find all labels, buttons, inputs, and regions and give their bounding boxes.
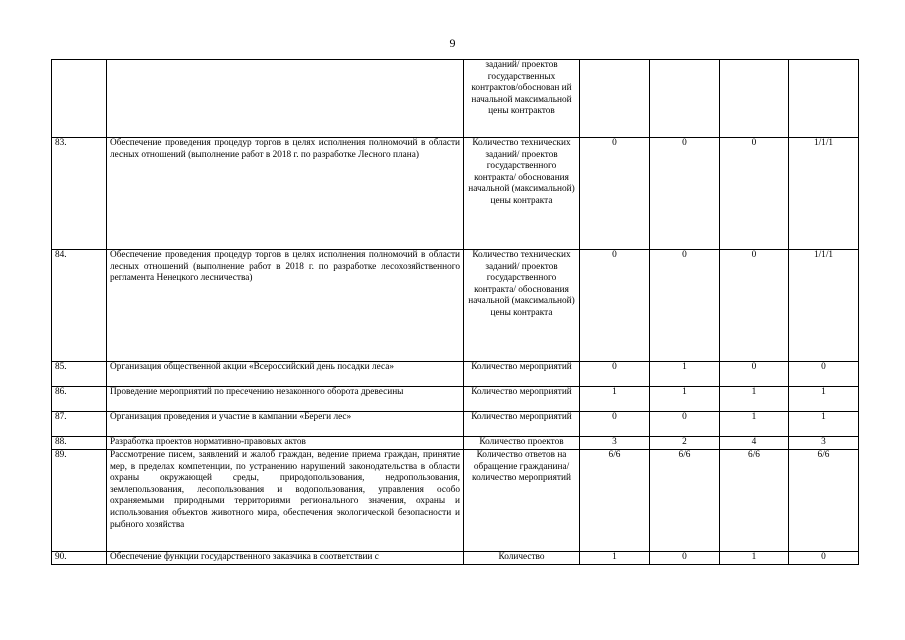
row-value [580, 60, 650, 138]
row-value: 6/6 [650, 450, 720, 552]
row-unit: Количество [464, 552, 580, 565]
row-number: 83. [52, 138, 107, 250]
page-number: 9 [449, 36, 456, 50]
row-value [650, 60, 720, 138]
row-unit: Количество мероприятий [464, 387, 580, 412]
row-value: 0 [720, 250, 789, 362]
row-unit: Количество мероприятий [464, 412, 580, 437]
row-description: Обеспечение проведения процедур торгов в целях исполнения полномочий в области лесных отношений (выполнение работ в 2018 г. по разработке лесохозяйственного регламента Ненецкого лесничества) [107, 250, 464, 362]
row-unit: Количество технических заданий/ проектов государственного контракта/ обоснования начальной (максимальной) цены контракта [464, 138, 580, 250]
row-value: 0 [650, 412, 720, 437]
row-value: 0 [580, 362, 650, 387]
row-value: 0 [580, 250, 650, 362]
row-value: 0 [650, 552, 720, 565]
row-value: 1 [650, 387, 720, 412]
row-number: 87. [52, 412, 107, 437]
row-description: Обеспечение проведения процедур торгов в целях исполнения полномочий в области лесных отношений (выполнение работ в 2018 г. по разработке Лесного плана) [107, 138, 464, 250]
row-number: 84. [52, 250, 107, 362]
row-value: 3 [789, 437, 859, 450]
row-value: 0 [720, 362, 789, 387]
row-number: 89. [52, 450, 107, 552]
row-value [789, 60, 859, 138]
row-value: 1 [789, 387, 859, 412]
table-row [52, 250, 859, 362]
row-value: 0 [580, 412, 650, 437]
row-unit: заданий/ проектов государственных контрактов/обоснован ий начальной максимальной цены контрактов [464, 60, 580, 138]
row-value: 0 [580, 138, 650, 250]
table-row [52, 552, 859, 565]
row-description: Обеспечение функции государственного заказчика в соответствии с [107, 552, 464, 565]
row-number: 88. [52, 437, 107, 450]
row-description: Разработка проектов нормативно-правовых актов [107, 437, 464, 450]
row-value: 6/6 [720, 450, 789, 552]
row-value: 0 [650, 138, 720, 250]
row-value: 1/1/1 [789, 250, 859, 362]
row-value: 1 [650, 362, 720, 387]
row-value: 1 [720, 412, 789, 437]
table-row [52, 437, 859, 450]
row-value: 1 [789, 412, 859, 437]
table-row [52, 60, 859, 138]
table-row [52, 138, 859, 250]
row-number: 90. [52, 552, 107, 565]
row-unit: Количество мероприятий [464, 362, 580, 387]
row-value [720, 60, 789, 138]
activities-table [51, 59, 859, 565]
row-number: 86. [52, 387, 107, 412]
row-description: Проведение мероприятий по пресечению незаконного оборота древесины [107, 387, 464, 412]
row-number [52, 60, 107, 138]
row-description [107, 60, 464, 138]
row-unit: Количество проектов [464, 437, 580, 450]
row-value: 1/1/1 [789, 138, 859, 250]
row-number: 85. [52, 362, 107, 387]
row-value: 2 [650, 437, 720, 450]
row-value: 4 [720, 437, 789, 450]
row-value: 1 [720, 387, 789, 412]
row-value: 6/6 [580, 450, 650, 552]
row-value: 0 [720, 138, 789, 250]
row-value: 1 [720, 552, 789, 565]
row-value: 1 [580, 552, 650, 565]
table-row [52, 450, 859, 552]
row-value: 3 [580, 437, 650, 450]
row-unit: Количество ответов на обращение гражданина/ количество мероприятий [464, 450, 580, 552]
row-unit: Количество технических заданий/ проектов государственного контракта/ обоснования начальной (максимальной) цены контракта [464, 250, 580, 362]
row-value: 0 [789, 552, 859, 565]
row-value: 6/6 [789, 450, 859, 552]
row-value: 0 [789, 362, 859, 387]
row-description: Рассмотрение писем, заявлений и жалоб граждан, ведение приема граждан, принятие мер, в пределах компетенции, по устранению нарушений законодательства в области охраны окружающей среды, природопользования, недропользования, землепользования, лесопользования и водопользования, управления особо охраняемыми природными территориями регионального значения, охраны и использования объектов животного мира, обеспечения экологической безопасности и рыбного хозяйства [107, 450, 464, 552]
row-description: Организация общественной акции «Всероссийский день посадки леса» [107, 362, 464, 387]
row-value: 0 [650, 250, 720, 362]
table-row [52, 412, 859, 437]
row-description: Организация проведения и участие в кампании «Береги лес» [107, 412, 464, 437]
table-row [52, 387, 859, 412]
table-row [52, 362, 859, 387]
row-value: 1 [580, 387, 650, 412]
